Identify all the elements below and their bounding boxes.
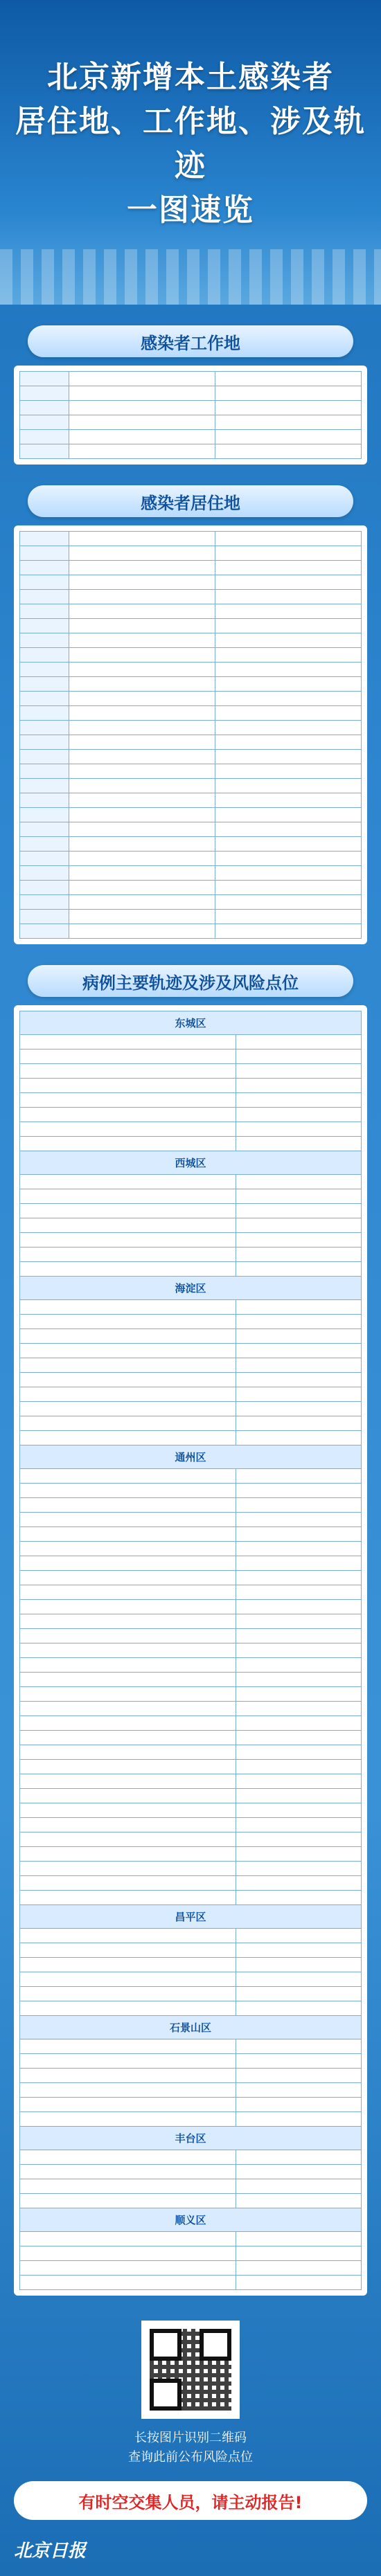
route-row bbox=[20, 1373, 362, 1387]
route-row bbox=[20, 1891, 362, 1905]
route-row bbox=[20, 1079, 362, 1093]
route-row bbox=[20, 1643, 362, 1658]
page-title: 北京新增本土感染者 居住地、工作地、涉及轨迹 一图速览 bbox=[15, 60, 366, 228]
qr-corner bbox=[150, 2379, 181, 2411]
route-row bbox=[20, 1862, 362, 1876]
route-row bbox=[20, 1585, 362, 1600]
route-table bbox=[19, 1011, 362, 2290]
route-row bbox=[20, 1513, 362, 1527]
qr-corner bbox=[200, 2329, 231, 2361]
route-row bbox=[20, 1262, 362, 1277]
route-row bbox=[20, 1300, 362, 1315]
route-row bbox=[20, 1469, 362, 1484]
route-row bbox=[20, 1527, 362, 1542]
route-row bbox=[20, 1629, 362, 1643]
route-row bbox=[20, 2001, 362, 2016]
route-row bbox=[20, 1958, 362, 1972]
section-route-title: 病例主要轨迹及涉及风险点位 bbox=[28, 965, 353, 997]
route-row bbox=[20, 1108, 362, 1122]
route-row bbox=[20, 1987, 362, 2001]
route-row bbox=[20, 1972, 362, 1987]
section-home-title: 感染者居住地 bbox=[28, 485, 353, 517]
route-row bbox=[20, 2261, 362, 2276]
route-row bbox=[20, 1542, 362, 1556]
route-section-header: 西城区 bbox=[20, 1151, 362, 1175]
route-row bbox=[20, 1745, 362, 1760]
route-row bbox=[20, 1064, 362, 1079]
qr-caption: 长按图片识别二维码 查询此前公布风险点位 bbox=[128, 2431, 253, 2465]
route-row bbox=[20, 1600, 362, 1614]
route-row bbox=[20, 2165, 362, 2179]
route-row bbox=[20, 1189, 362, 1204]
route-row bbox=[20, 1571, 362, 1585]
work-table bbox=[19, 371, 362, 459]
route-section-header: 昌平区 bbox=[20, 1905, 362, 1929]
route-row bbox=[20, 1484, 362, 1498]
route-section-header: 通州区 bbox=[20, 1445, 362, 1469]
route-row bbox=[20, 1035, 362, 1050]
route-row bbox=[20, 2069, 362, 2083]
route-row bbox=[20, 2054, 362, 2069]
footer bbox=[14, 2537, 367, 2562]
route-row bbox=[20, 1122, 362, 1137]
route-row bbox=[20, 1248, 362, 1262]
route-row bbox=[20, 1803, 362, 1818]
route-row bbox=[20, 2150, 362, 2165]
route-row bbox=[20, 1687, 362, 1702]
route-row bbox=[20, 2179, 362, 2194]
brand-logo: 北京日报 bbox=[14, 2541, 87, 2561]
route-row bbox=[20, 1137, 362, 1151]
route-row bbox=[20, 1929, 362, 1943]
route-row bbox=[20, 1673, 362, 1687]
work-table-card bbox=[14, 366, 367, 465]
route-row bbox=[20, 1731, 362, 1745]
route-section-header: 丰台区 bbox=[20, 2127, 362, 2150]
section-work-title: 感染者工作地 bbox=[28, 325, 353, 357]
route-row bbox=[20, 1876, 362, 1891]
route-row bbox=[20, 1818, 362, 1832]
route-row bbox=[20, 1498, 362, 1513]
report-banner: 有时空交集人员，请主动报告! bbox=[14, 2481, 367, 2520]
route-row bbox=[20, 1387, 362, 1402]
route-row bbox=[20, 2194, 362, 2208]
route-row bbox=[20, 1402, 362, 1416]
route-row bbox=[20, 2246, 362, 2261]
route-row bbox=[20, 1218, 362, 1233]
route-row bbox=[20, 1233, 362, 1248]
hero-header bbox=[0, 0, 381, 305]
route-row bbox=[20, 2098, 362, 2112]
route-row bbox=[20, 1702, 362, 1716]
route-row bbox=[20, 1050, 362, 1064]
route-row bbox=[20, 1943, 362, 1958]
route-row bbox=[20, 2276, 362, 2290]
route-row bbox=[20, 1556, 362, 1571]
qr-corner bbox=[150, 2329, 181, 2361]
route-row bbox=[20, 2083, 362, 2098]
route-row bbox=[20, 1789, 362, 1803]
route-row bbox=[20, 1760, 362, 1774]
route-row bbox=[20, 1093, 362, 1108]
route-row bbox=[20, 1344, 362, 1358]
route-row bbox=[20, 1416, 362, 1431]
route-row bbox=[20, 2112, 362, 2127]
route-row bbox=[20, 1175, 362, 1189]
route-section-header: 东城区 bbox=[20, 1011, 362, 1035]
route-row bbox=[20, 1658, 362, 1673]
route-section-header: 石景山区 bbox=[20, 2016, 362, 2039]
route-section-header: 海淀区 bbox=[20, 1277, 362, 1300]
route-row bbox=[20, 1614, 362, 1629]
route-row bbox=[20, 1204, 362, 1218]
qr-code[interactable] bbox=[141, 2321, 240, 2419]
route-row bbox=[20, 1431, 362, 1445]
route-row bbox=[20, 2039, 362, 2054]
route-row bbox=[20, 1832, 362, 1847]
route-row bbox=[20, 1329, 362, 1344]
route-row bbox=[20, 1774, 362, 1789]
route-row bbox=[20, 1358, 362, 1373]
city-skyline bbox=[0, 249, 381, 305]
home-table bbox=[19, 531, 362, 939]
route-row bbox=[20, 2232, 362, 2246]
route-row bbox=[20, 1315, 362, 1329]
home-table-card bbox=[14, 525, 367, 944]
route-row bbox=[20, 1716, 362, 1731]
route-row bbox=[20, 1847, 362, 1862]
route-table-card bbox=[14, 1005, 367, 2296]
route-section-header: 顺义区 bbox=[20, 2208, 362, 2232]
